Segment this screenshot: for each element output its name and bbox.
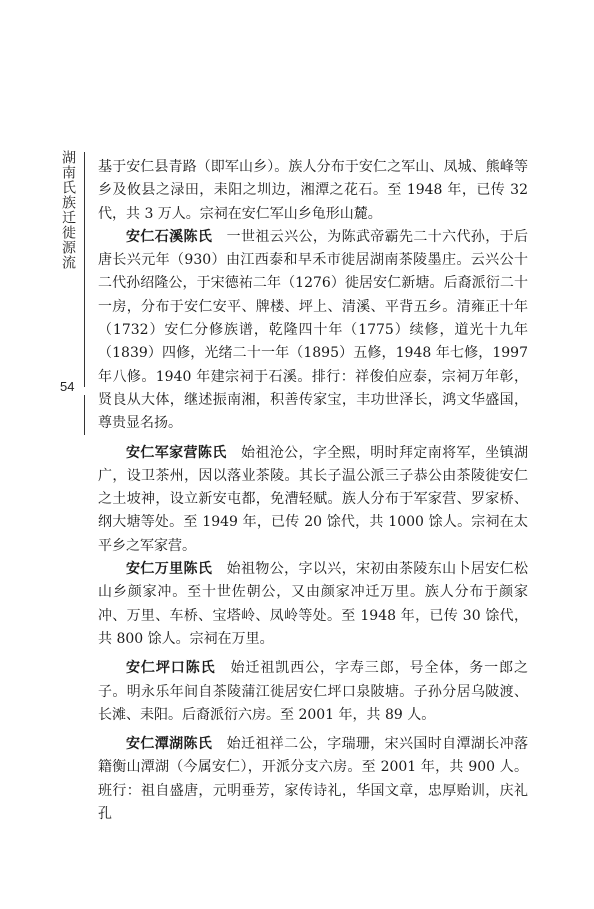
paragraph bbox=[98, 442, 528, 558]
paragraph-text: 始迁祖祥二公，字瑞珊，宋兴国时自潭湖长冲落籍衡山潭湖（今属安仁），开派分支六房。至 2001 年，共 900 人。班行：祖自盛唐，元明垂芳，家传诗礼，华国文章，忠厚贻训，庆礼孔 bbox=[98, 736, 529, 823]
clan-heading: 安仁潭湖陈氏 bbox=[126, 736, 213, 753]
clan-heading: 安仁石溪陈氏 bbox=[126, 228, 213, 245]
paragraph-text: 始祖物公，字以兴，宋初由茶陵东山卜居安仁松山乡颜家冲。至十世佐朝公，又由颜家冲迁万里。族人分布于颜家冲、万里、车桥、宝塔岭、凤岭等处。至 1948 年，已传 30 馀代，共 800 馀人。宗祠在万里。 bbox=[98, 561, 529, 647]
clan-heading: 安仁坪口陈氏 bbox=[126, 660, 216, 677]
paragraph bbox=[98, 733, 528, 826]
paragraph bbox=[98, 226, 528, 436]
paragraph-text: 始祖沧公，字全熙，明时拜定南将军，坐镇湖广，设卫茶州，因以落业茶陵。其长子温公派三子恭公由茶陵徙安仁之土坡神，设立新安屯都，免漕轻赋。族人分布于军家营、罗家桥、纲大塘等处。至 1949 年，已传 20 馀代，共 1000 馀人。宗祠在太平乡之军家营。 bbox=[98, 444, 529, 554]
page-number: 54 bbox=[60, 379, 75, 394]
paragraph bbox=[98, 657, 528, 727]
margin-rule-bottom bbox=[84, 395, 85, 435]
paragraph-text: 一世祖云兴公，为陈武帝霸先二十六代孙，于后唐长兴元年（930）由江西泰和早禾市徙居湖南茶陵墨庄。云兴公十二代孙绍隆公，于宋德祐二年（1276）徙居安仁新塘。后裔派衍二十一房，分布于安仁安平、牌楼、坪上、清溪、平背五乡。清雍正十年（1732）安仁分修族谱，乾隆四十年（1775）续修，道光十九年（1839）四修，光绪二十一年（1895）五修，1948 年七修，1997 年八修。1940 年建宗祠于石溪。排行：祥俊伯应泰，宗祠万年彰，贤良从大体，继述振南湘，积善传家宝，丰功世泽长，鸿文华盛国，尊贵显名扬。 bbox=[98, 228, 529, 432]
clan-heading: 安仁军家营陈氏 bbox=[126, 444, 227, 461]
running-title: 湖南氏族迁徙源流 bbox=[60, 150, 76, 270]
paragraph bbox=[98, 156, 528, 226]
paragraph-text: 始迁祖凯西公，字寿三郎，号全体，务一郎之子。明永乐年间自茶陵蒲江徙居安仁坪口泉陂塘。子孙分居乌陂渡、长滩、耒阳。后裔派衍六房。至 2001 年，共 89 人。 bbox=[98, 660, 529, 723]
margin-rule-top bbox=[84, 152, 85, 387]
paragraph-text: 基于安仁县青路（即军山乡）。族人分布于安仁之军山、凤城、熊峰等乡及攸县之渌田，耒阳之圳边，湘潭之花石。至 1948 年，已传 32 代，共 3 万人。宗祠在安仁军山乡龟形山麓。 bbox=[98, 159, 528, 222]
body-text bbox=[98, 156, 528, 826]
paragraph bbox=[98, 558, 528, 651]
clan-heading: 安仁万里陈氏 bbox=[126, 561, 213, 578]
